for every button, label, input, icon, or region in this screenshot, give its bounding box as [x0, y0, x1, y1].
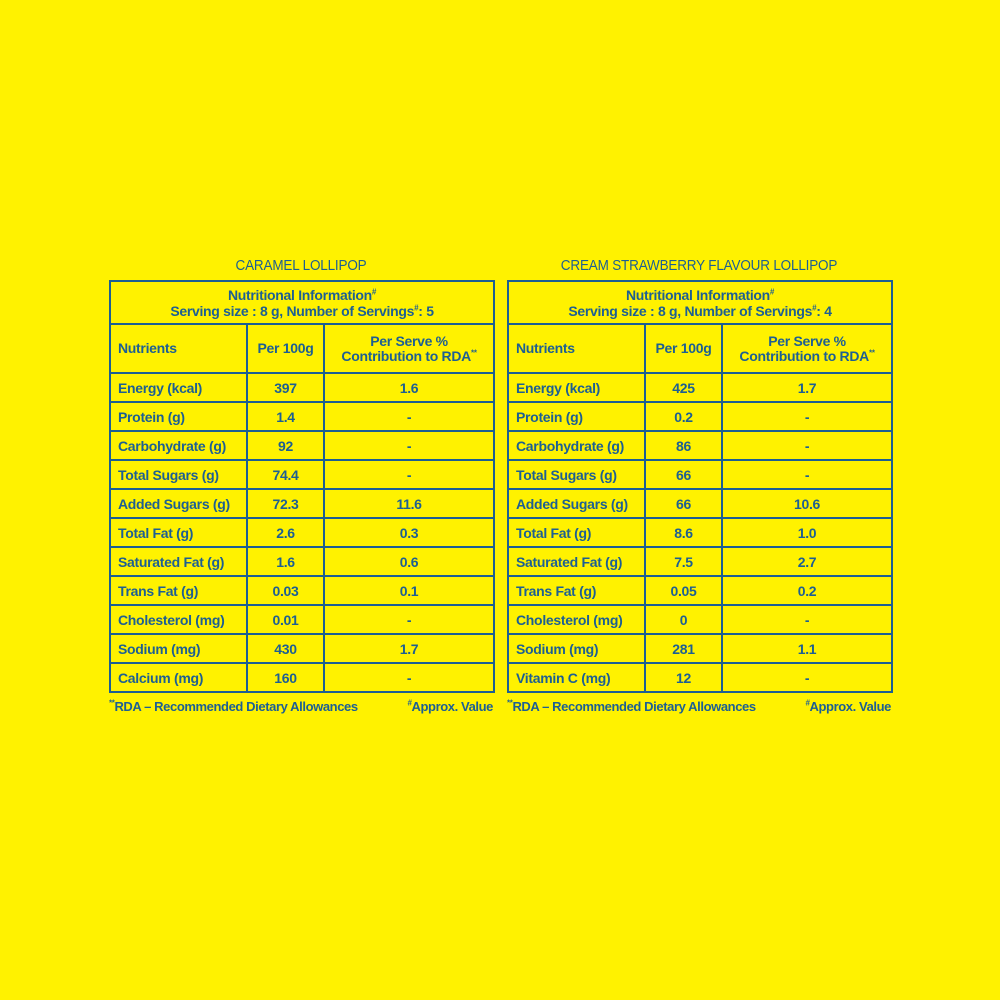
table-row [110, 373, 494, 402]
info-title: Nutritional Information [227, 286, 372, 303]
per100-value: 66 [645, 489, 722, 518]
rda-value: - [324, 460, 494, 489]
approx-mark: # [812, 302, 817, 312]
header-rda-line2: Contribution to RDA [341, 347, 471, 364]
rda-value: 0.3 [324, 518, 494, 547]
per100-value: 72.3 [247, 489, 324, 518]
rda-value: - [324, 402, 494, 431]
serving-size: Serving size : 8 g, Number of Servings [170, 302, 415, 319]
nutrient-name: Trans Fat (g) [508, 576, 645, 605]
column-header-row [110, 324, 494, 373]
rda-value: 1.0 [722, 518, 892, 547]
per100-value: 12 [645, 663, 722, 692]
servings-count: : 4 [816, 302, 832, 319]
footnotes [109, 699, 493, 714]
rda-value: - [722, 605, 892, 634]
approx-mark: # [371, 286, 377, 296]
footnote-approx [805, 699, 891, 714]
per100-value: 1.6 [247, 547, 324, 576]
nutrient-name: Sodium (mg) [508, 634, 645, 663]
rda-value: - [722, 460, 892, 489]
table-row [110, 518, 494, 547]
rda-value: 0.1 [324, 576, 494, 605]
rda-mark: ** [471, 347, 477, 357]
footnote-approx [407, 699, 493, 714]
header-rda-line1: Per Serve % [370, 332, 448, 349]
per100-value: 2.6 [247, 518, 324, 547]
rda-value: - [722, 431, 892, 460]
per100-value: 8.6 [645, 518, 722, 547]
rda-value: 2.7 [722, 547, 892, 576]
approx-mark: # [414, 302, 419, 312]
rda-mark: ** [109, 698, 115, 708]
per100-value: 66 [645, 460, 722, 489]
rda-value: - [722, 402, 892, 431]
per100-value: 0.03 [247, 576, 324, 605]
footnote-rda [109, 699, 358, 714]
header-rda-line2: Contribution to RDA [739, 347, 869, 364]
rda-value: 1.7 [722, 373, 892, 402]
per100-value: 7.5 [645, 547, 722, 576]
table-row [508, 547, 892, 576]
table-row [110, 431, 494, 460]
header-per100: Per 100g [247, 324, 324, 373]
per100-value: 92 [247, 431, 324, 460]
rda-value: - [324, 605, 494, 634]
nutrient-name: Calcium (mg) [110, 663, 247, 692]
nutrient-name: Cholesterol (mg) [508, 605, 645, 634]
info-header-row [508, 281, 892, 324]
nutrient-name: Total Sugars (g) [508, 460, 645, 489]
nutrient-name: Cholesterol (mg) [110, 605, 247, 634]
rda-value: - [722, 663, 892, 692]
nutrient-name: Saturated Fat (g) [110, 547, 247, 576]
table-row [110, 634, 494, 663]
header-per100: Per 100g [645, 324, 722, 373]
nutrient-name: Saturated Fat (g) [508, 547, 645, 576]
table-row [110, 663, 494, 692]
nutrient-name: Total Fat (g) [110, 518, 247, 547]
rda-value: 1.1 [722, 634, 892, 663]
table-row [508, 402, 892, 431]
approx-mark: # [805, 698, 810, 708]
table-row [110, 402, 494, 431]
header-nutrients: Nutrients [508, 324, 645, 373]
per100-value: 425 [645, 373, 722, 402]
nutrient-name: Added Sugars (g) [110, 489, 247, 518]
nutrition-table [109, 280, 495, 693]
nutrition-table [507, 280, 893, 693]
approx-mark: # [407, 698, 412, 708]
footnote-rda [507, 699, 756, 714]
nutrient-name: Total Sugars (g) [110, 460, 247, 489]
serving-size: Serving size : 8 g, Number of Servings [568, 302, 813, 319]
header-rda [722, 324, 892, 373]
table-row [508, 373, 892, 402]
per100-value: 0.05 [645, 576, 722, 605]
per100-value: 281 [645, 634, 722, 663]
per100-value: 74.4 [247, 460, 324, 489]
rda-value: - [324, 431, 494, 460]
per100-value: 160 [247, 663, 324, 692]
header-rda-line1: Per Serve % [768, 332, 846, 349]
info-header-cell [110, 281, 494, 324]
table-row [508, 489, 892, 518]
rda-value: 1.7 [324, 634, 494, 663]
per100-value: 430 [247, 634, 324, 663]
table-row [508, 460, 892, 489]
nutrient-name: Protein (g) [508, 402, 645, 431]
table-row [508, 605, 892, 634]
per100-value: 397 [247, 373, 324, 402]
table-row [508, 576, 892, 605]
nutrient-name: Sodium (mg) [110, 634, 247, 663]
per100-value: 86 [645, 431, 722, 460]
nutrient-name: Carbohydrate (g) [110, 431, 247, 460]
table-row [508, 518, 892, 547]
table-row [110, 576, 494, 605]
footnote-approx-text: Approx. Value [809, 699, 891, 714]
column-header-row [508, 324, 892, 373]
nutrient-name: Energy (kcal) [110, 373, 247, 402]
table-row [508, 634, 892, 663]
table-row [110, 547, 494, 576]
caramel-lollipop-panel [109, 254, 493, 714]
rda-value: - [324, 663, 494, 692]
table-row [110, 605, 494, 634]
nutrient-name: Total Fat (g) [508, 518, 645, 547]
nutrient-name: Vitamin C (mg) [508, 663, 645, 692]
info-header-cell [508, 281, 892, 324]
footnote-rda-text: RDA – Recommended Dietary Allowances [114, 699, 358, 714]
rda-mark: ** [869, 347, 875, 357]
rda-value: 1.6 [324, 373, 494, 402]
table-row [508, 431, 892, 460]
nutrient-name: Added Sugars (g) [508, 489, 645, 518]
nutrient-name: Energy (kcal) [508, 373, 645, 402]
rda-mark: ** [507, 698, 513, 708]
product-title: CARAMEL LOLLIPOP [235, 257, 367, 274]
table-row [110, 489, 494, 518]
per100-value: 0.01 [247, 605, 324, 634]
product-title: CREAM STRAWBERRY FLAVOUR LOLLIPOP [560, 257, 838, 274]
cream-strawberry-lollipop-panel [507, 254, 891, 714]
rda-value: 11.6 [324, 489, 494, 518]
footnote-rda-text: RDA – Recommended Dietary Allowances [512, 699, 756, 714]
nutrient-name: Carbohydrate (g) [508, 431, 645, 460]
rda-value: 0.6 [324, 547, 494, 576]
footnotes [507, 699, 891, 714]
info-title: Nutritional Information [625, 286, 770, 303]
rda-value: 10.6 [722, 489, 892, 518]
rda-value: 0.2 [722, 576, 892, 605]
per100-value: 0.2 [645, 402, 722, 431]
header-nutrients: Nutrients [110, 324, 247, 373]
header-rda [324, 324, 494, 373]
per100-value: 0 [645, 605, 722, 634]
footnote-approx-text: Approx. Value [411, 699, 493, 714]
approx-mark: # [769, 286, 775, 296]
nutrient-name: Protein (g) [110, 402, 247, 431]
servings-count: : 5 [418, 302, 434, 319]
nutrient-name: Trans Fat (g) [110, 576, 247, 605]
table-row [110, 460, 494, 489]
per100-value: 1.4 [247, 402, 324, 431]
info-header-row [110, 281, 494, 324]
table-row [508, 663, 892, 692]
